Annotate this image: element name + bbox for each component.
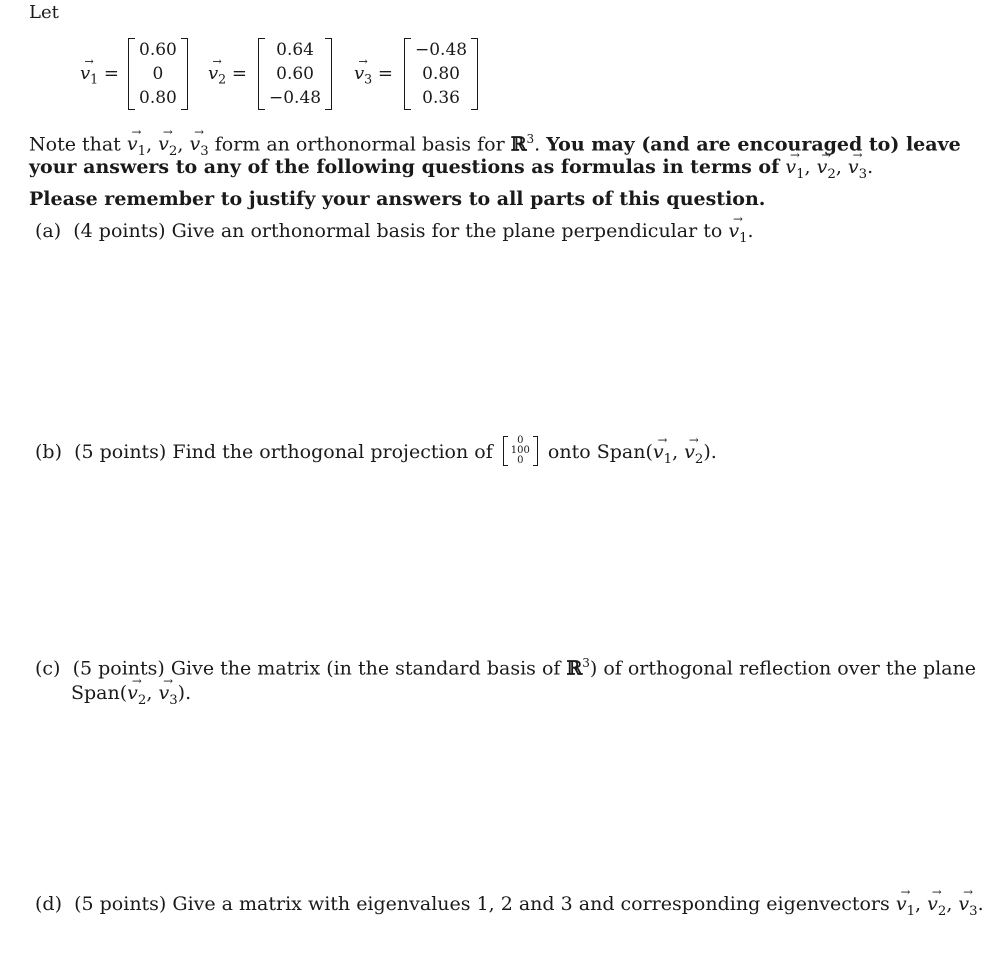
note-line-1: Note that → $v_1$, → $v_2$, → $v_3$ form an orthonormal basis for ℝ$^3$. You may (and are encouraged to) leave xyxy=(29,132,961,159)
v1-label: → $v_1$ = xyxy=(80,63,119,87)
v3-entry: 0.36 xyxy=(422,88,460,108)
part-b: (b) (5 points) Find the orthogonal projection of 0 100 0 onto Span(→ $v_1$, → $v_2$). xyxy=(35,436,717,467)
v2-label: → $v_2$ = xyxy=(208,63,247,87)
part-a: (a) (4 points) Give an orthonormal basis for the plane perpendicular to → $v_1$. xyxy=(35,220,754,246)
v2-entry: 0.64 xyxy=(276,40,314,60)
v2-matrix xyxy=(258,38,332,110)
v2-entry: 0.60 xyxy=(276,64,314,84)
projection-vector: 0 100 0 xyxy=(503,436,538,466)
note-line-2: your answers to any of the following questions as formulas in terms of → $v_1$, → $v_2$, → $v_3$. xyxy=(29,156,873,182)
v1-entry: 0 xyxy=(152,64,164,84)
v1-matrix xyxy=(128,38,188,110)
note-bold-1: You may (and are encouraged to) leave xyxy=(546,133,961,156)
part-d: (d) (5 points) Give a matrix with eigenvalues 1, 2 and 3 and corresponding eigenvectors → $v_1$, → $v_2$, → $v_3$. xyxy=(35,893,984,919)
part-c-line-2: Span(→ $v_2$, → $v_3$). xyxy=(71,682,191,708)
v1-entry: 0.80 xyxy=(139,88,177,108)
v3-matrix xyxy=(404,38,478,110)
v3-entry: 0.80 xyxy=(422,64,460,84)
v2-entry: −0.48 xyxy=(269,88,322,108)
intro-text: Let xyxy=(29,2,59,23)
v3-label: → $v_3$ = xyxy=(354,63,393,87)
part-c: (c) (5 points) Give the matrix (in the standard basis of ℝ$^3$) of orthogonal reflection over the plane xyxy=(35,656,977,680)
v1-entry: 0.60 xyxy=(139,40,177,60)
v3-entry: −0.48 xyxy=(415,40,468,60)
reminder-text: Please remember to justify your answers to all parts of this question. xyxy=(29,188,766,210)
